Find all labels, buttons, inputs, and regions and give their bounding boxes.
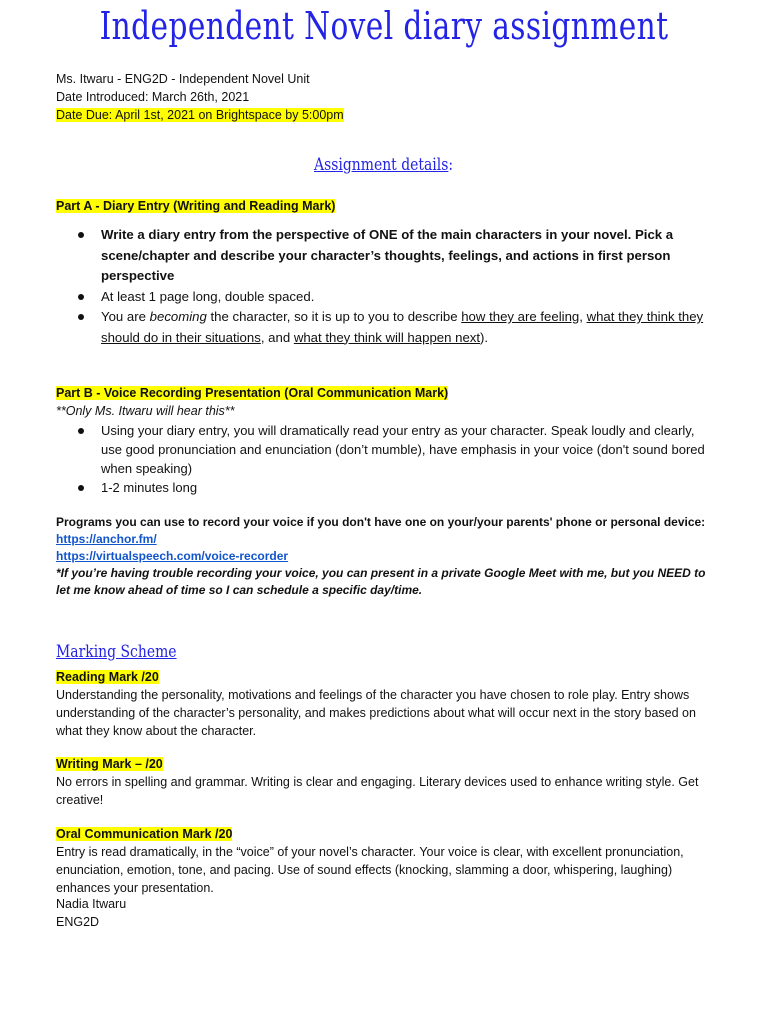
part-a-bullet-2 — [56, 287, 716, 308]
page-title: Independent Novel diary assignment — [99, 4, 669, 48]
bullet-dot-icon — [78, 294, 84, 300]
reading-mark-wrapper — [56, 668, 159, 686]
part-b-bullet-1-text: Using your diary entry, you will dramatically read your entry as your character. Speak loudly and clearly, use good pronunciation and enunciation (don’t mumble), have emphasis in your voice (don't sound bored when speaking) — [101, 423, 705, 476]
assignment-details-colon: : — [448, 155, 454, 175]
part-b-list — [56, 421, 716, 497]
part-a-heading-wrapper — [56, 197, 335, 215]
programs-note: *If you’re having trouble recording your voice, you can present in a private Google Meet with me, but you NEED to let me know ahead of time so I can schedule a specific day/time. — [56, 566, 706, 597]
oral-mark-text: Entry is read dramatically, in the “voice” of your novel’s character. Your voice is clear, with excellent pronunciation, enunciation, emotion, tone, and pacing. Use of sound effects (knocking, slamming a door, whispering, laughing) enhances your presentation. — [56, 845, 684, 895]
part-a-bullet-3-text-c: , — [579, 309, 587, 324]
part-a-bullet-3-text-b: the character, so it is up to you to describe — [206, 309, 462, 324]
header-date-introduced: Date Introduced: March 26th, 2021 — [56, 90, 250, 104]
oral-mark-wrapper — [56, 825, 232, 843]
programs-link-2-wrapper — [56, 547, 288, 565]
bullet-dot-icon — [78, 232, 84, 238]
anchor-fm-link[interactable]: https://anchor.fm/ — [56, 532, 157, 546]
part-a-bullet-3-text-a: You are — [101, 309, 150, 324]
header-date-due: Date Due: April 1st, 2021 on Brightspace by 5:00pm — [56, 108, 344, 122]
part-a-bullet-3-underline-1: how they are feeling — [461, 309, 580, 324]
part-a-bullet-3-underline-2: what they think they should do in their situations — [101, 309, 704, 345]
bullet-dot-icon — [78, 428, 84, 434]
part-b-heading-wrapper — [56, 384, 448, 402]
signature-course: ENG2D — [56, 915, 100, 929]
reading-mark-label: Reading Mark /20 — [56, 670, 159, 684]
header-due-wrapper — [56, 106, 344, 124]
part-b-bullet-1 — [56, 421, 716, 478]
programs-link-1-wrapper — [56, 530, 157, 548]
writing-mark-text: No errors in spelling and grammar. Writing is clear and engaging. Literary devices used to enhance writing style. Get creative! — [56, 775, 699, 807]
assignment-details-heading-text: Assignment details — [314, 155, 449, 175]
part-a-bullet-3-text-e: ). — [480, 329, 489, 345]
part-a-bullet-3-emphasis: becoming — [149, 309, 207, 324]
virtualspeech-link[interactable]: https://virtualspeech.com/voice-recorder — [56, 549, 289, 563]
part-b-note: **Only Ms. Itwaru will hear this** — [56, 404, 235, 418]
marking-scheme-heading — [56, 642, 177, 662]
part-b-bullet-2 — [56, 478, 716, 497]
part-b-bullet-2-text: 1-2 minutes long — [101, 480, 198, 495]
part-a-bullet-3 — [56, 307, 716, 348]
programs-intro: Programs you can use to record your voice if you don't have one on your/your parents' phone or personal device: — [56, 515, 706, 529]
bullet-dot-icon — [78, 314, 84, 320]
bullet-dot-icon — [78, 485, 84, 491]
part-a-bullet-3-underline-3: what they think will happen next — [293, 329, 481, 345]
part-a-heading: Part A - Diary Entry (Writing and Reading Mark) — [56, 199, 336, 213]
reading-mark-text: Understanding the personality, motivations and feelings of the character you have chosen to role play. Entry shows understanding of the character’s personality, and makes predictions about what will occur next in the story based on what they know about the character. — [56, 688, 696, 738]
writing-mark-wrapper — [56, 755, 163, 773]
part-a-bullet-3-text-d: , and — [260, 329, 294, 345]
writing-mark-label: Writing Mark – /20 — [56, 757, 163, 771]
marking-scheme-heading-text: Marking Scheme — [56, 642, 177, 662]
oral-mark-label: Oral Communication Mark /20 — [56, 827, 233, 841]
part-a-bullet-1 — [56, 225, 716, 287]
part-a-bullet-1-text: Write a diary entry from the perspective of ONE of the main characters in your novel. Pick a scene/chapter and describe your character’s thoughts, feelings, and actions in first person perspective — [101, 227, 674, 283]
part-a-list — [56, 225, 716, 348]
assignment-details-heading — [314, 155, 453, 175]
part-a-bullet-2-text: At least 1 page long, double spaced. — [101, 288, 315, 304]
part-b-heading: Part B - Voice Recording Presentation (Oral Communication Mark) — [56, 386, 449, 400]
header-teacher-line: Ms. Itwaru - ENG2D - Independent Novel Unit — [56, 72, 310, 86]
signature-name: Nadia Itwaru — [56, 897, 127, 911]
